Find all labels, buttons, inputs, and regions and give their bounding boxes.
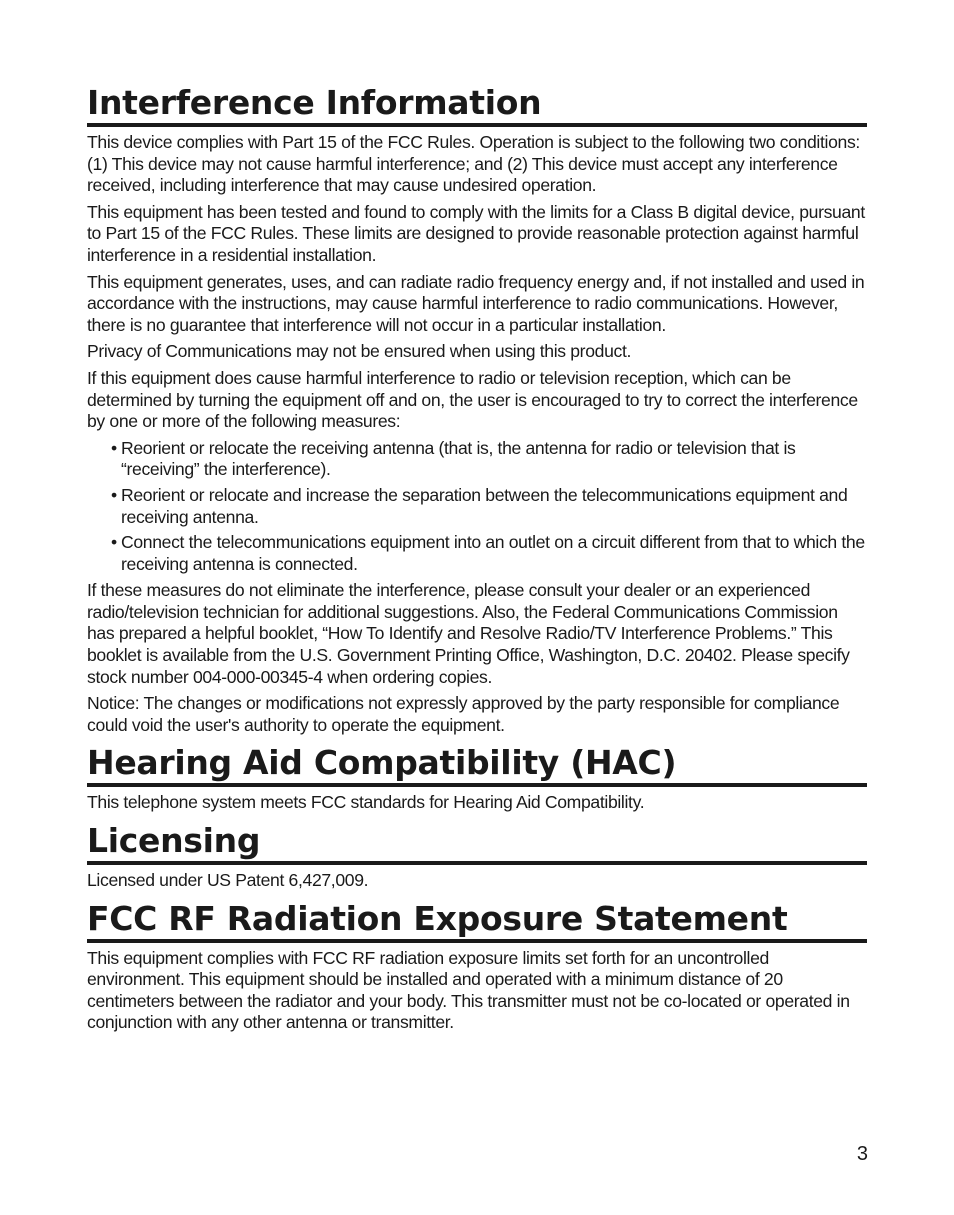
section-heading-rf-exposure: FCC RF Radiation Exposure Statement (87, 900, 867, 943)
document-page (87, 84, 867, 1039)
paragraph: Privacy of Communications may not be ensured when using this product. (87, 341, 632, 362)
list-item (87, 532, 867, 575)
paragraph: If this equipment does cause harmful interference to radio or television reception, which can be determined by turning the equipment off and on, the user is encouraged to try to correct the interference by one or more of the following measures: (87, 367, 858, 432)
list-item-text: Connect the telecommunications equipment into an outlet on a circuit different from that to which the receiving antenna is connected. (121, 532, 865, 574)
page-number: 3 (856, 1143, 868, 1165)
measures-list (87, 438, 867, 576)
section-heading-licensing: Licensing (87, 822, 867, 865)
bullet-icon: • (111, 437, 117, 458)
list-item-text: Reorient or relocate the receiving antenna (that is, the antenna for radio or television that is “receiving” the interference). (121, 437, 796, 480)
list-item (87, 438, 867, 481)
paragraph: If these measures do not eliminate the interference, please consult your dealer or an experienced radio/television technician for additional suggestions. Also, the Federal Communications Commission has prepared a helpful booklet, “How To Identify and Resolve Radio/TV Interference Problems.” This booklet is available from the U.S. Government Printing Office, Washington, D.C. 20402. Please specify stock number 004-000-00345-4 when ordering copies. (87, 580, 850, 687)
list-item-text: Reorient or relocate and increase the separation between the telecommunications equipment and receiving antenna. (121, 484, 848, 527)
paragraph: This equipment complies with FCC RF radiation exposure limits set forth for an uncontrolled environment. This equipment should be installed and operated with a minimum distance of 20 centimeters between the radiator and your body. This transmitter must not be co-located or operated in conjunction with any other antenna or transmitter. (87, 947, 850, 1033)
section-heading-interference: Interference Information (87, 84, 867, 127)
paragraph: This equipment generates, uses, and can radiate radio frequency energy and, if not installed and used in accordance with the instructions, may cause harmful interference to radio communications. However, there is no guarantee that interference will not occur in a particular installation. (87, 271, 865, 335)
paragraph: Licensed under US Patent 6,427,009. (87, 870, 369, 891)
paragraph: Notice: The changes or modifications not expressly approved by the party responsible for compliance could void the user's authority to operate the equipment. (87, 693, 840, 735)
section-heading-hac: Hearing Aid Compatibility (HAC) (87, 744, 867, 787)
list-item (87, 485, 867, 528)
paragraph: This equipment has been tested and found to comply with the limits for a Class B digital device, pursuant to Part 15 of the FCC Rules. These limits are designed to provide reasonable protection against harmful interference in a residential installation. (87, 201, 865, 265)
paragraph: This telephone system meets FCC standards for Hearing Aid Compatibility. (87, 792, 645, 813)
bullet-icon: • (111, 484, 117, 505)
bullet-icon: • (111, 532, 117, 553)
paragraph: This device complies with Part 15 of the FCC Rules. Operation is subject to the following two conditions: (1) This device may not cause harmful interference; and (2) This device must accept any interference received, including interference that may cause undesired operation. (87, 132, 860, 196)
